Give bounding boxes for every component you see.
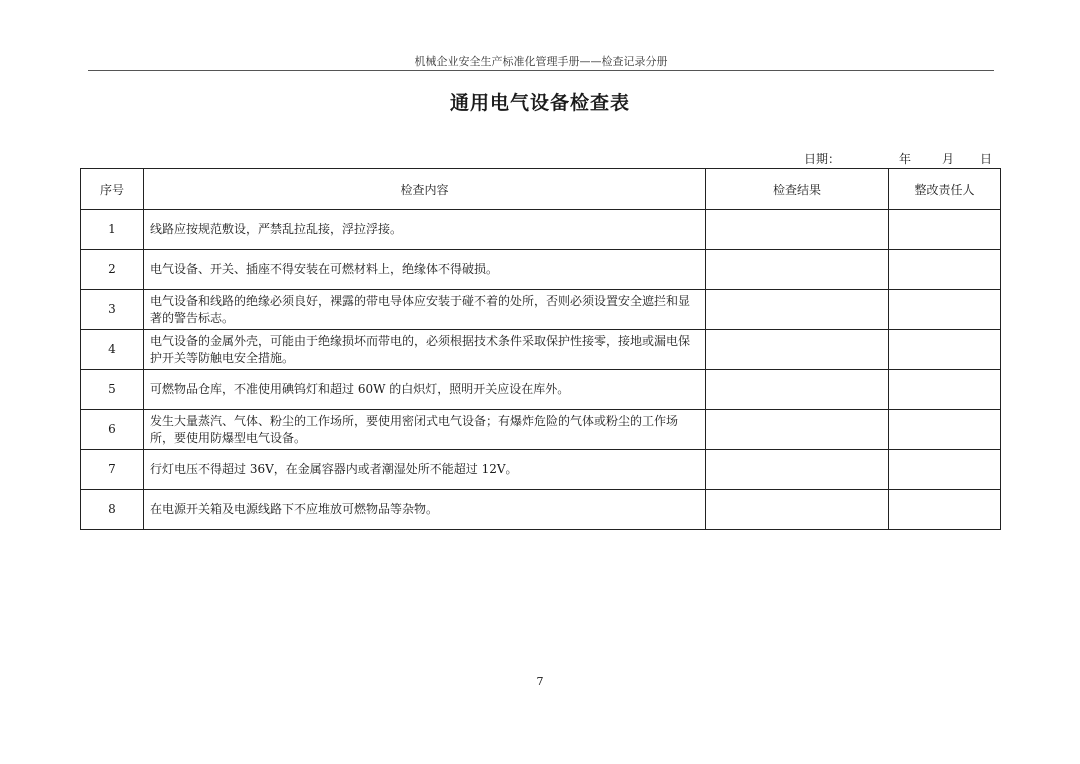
row-number: 3	[81, 290, 144, 330]
row-result-cell[interactable]	[706, 330, 889, 370]
row-owner-cell[interactable]	[889, 490, 1001, 530]
row-owner-cell[interactable]	[889, 210, 1001, 250]
row-number: 6	[81, 410, 144, 450]
table-row	[81, 490, 1001, 530]
column-header-no: 序号	[81, 169, 144, 210]
column-header-content: 检查内容	[144, 169, 706, 210]
row-content: 线路应按规范敷设，严禁乱拉乱接，浮拉浮接。	[144, 210, 706, 250]
row-result-cell[interactable]	[706, 450, 889, 490]
row-number: 5	[81, 370, 144, 410]
row-owner-cell[interactable]	[889, 250, 1001, 290]
row-result-cell[interactable]	[706, 210, 889, 250]
row-owner-cell[interactable]	[889, 330, 1001, 370]
row-result-cell[interactable]	[706, 250, 889, 290]
row-number: 4	[81, 330, 144, 370]
row-number: 8	[81, 490, 144, 530]
table-row	[81, 290, 1001, 330]
table-row	[81, 410, 1001, 450]
date-line	[780, 150, 1000, 166]
table-row	[81, 450, 1001, 490]
table-row	[81, 330, 1001, 370]
row-content: 电气设备、开关、插座不得安装在可燃材料上，绝缘体不得破损。	[144, 250, 706, 290]
table-header-row	[81, 169, 1001, 210]
row-content: 发生大量蒸汽、气体、粉尘的工作场所，要使用密闭式电气设备；有爆炸危险的气体或粉尘的工作场所，要使用防爆型电气设备。	[144, 410, 706, 450]
date-day: 日	[980, 152, 993, 166]
date-label: 日期：	[804, 152, 841, 166]
running-header: 机械企业安全生产标准化管理手册——检查记录分册	[414, 55, 668, 68]
row-result-cell[interactable]	[706, 290, 889, 330]
row-owner-cell[interactable]	[889, 450, 1001, 490]
row-number: 1	[81, 210, 144, 250]
row-result-cell[interactable]	[706, 370, 889, 410]
document-title: 通用电气设备检查表	[449, 92, 630, 114]
row-owner-cell[interactable]	[889, 290, 1001, 330]
row-result-cell[interactable]	[706, 410, 889, 450]
table-row	[81, 370, 1001, 410]
column-header-owner: 整改责任人	[889, 169, 1001, 210]
row-content: 在电源开关箱及电源线路下不应堆放可燃物品等杂物。	[144, 490, 706, 530]
row-number: 7	[81, 450, 144, 490]
row-result-cell[interactable]	[706, 490, 889, 530]
row-content: 行灯电压不得超过 36V，在金属容器内或者潮湿处所不能超过 12V。	[144, 450, 706, 490]
date-month: 月	[942, 152, 955, 166]
row-owner-cell[interactable]	[889, 410, 1001, 450]
row-owner-cell[interactable]	[889, 370, 1001, 410]
row-content: 电气设备和线路的绝缘必须良好，裸露的带电导体应安装于碰不着的处所，否则必须设置安全遮拦和显著的警告标志。	[144, 290, 706, 330]
page-number: 7	[536, 675, 544, 688]
table-row	[81, 210, 1001, 250]
date-year: 年	[899, 152, 912, 166]
inspection-table	[80, 168, 1001, 530]
header-divider	[88, 70, 994, 71]
table-row	[81, 250, 1001, 290]
row-content: 电气设备的金属外壳，可能由于绝缘损坏而带电的，必须根据技术条件采取保护性接零，接地或漏电保护开关等防触电安全措施。	[144, 330, 706, 370]
row-number: 2	[81, 250, 144, 290]
row-content: 可燃物品仓库，不准使用碘钨灯和超过 60W 的白炽灯，照明开关应设在库外。	[144, 370, 706, 410]
column-header-result: 检查结果	[706, 169, 889, 210]
